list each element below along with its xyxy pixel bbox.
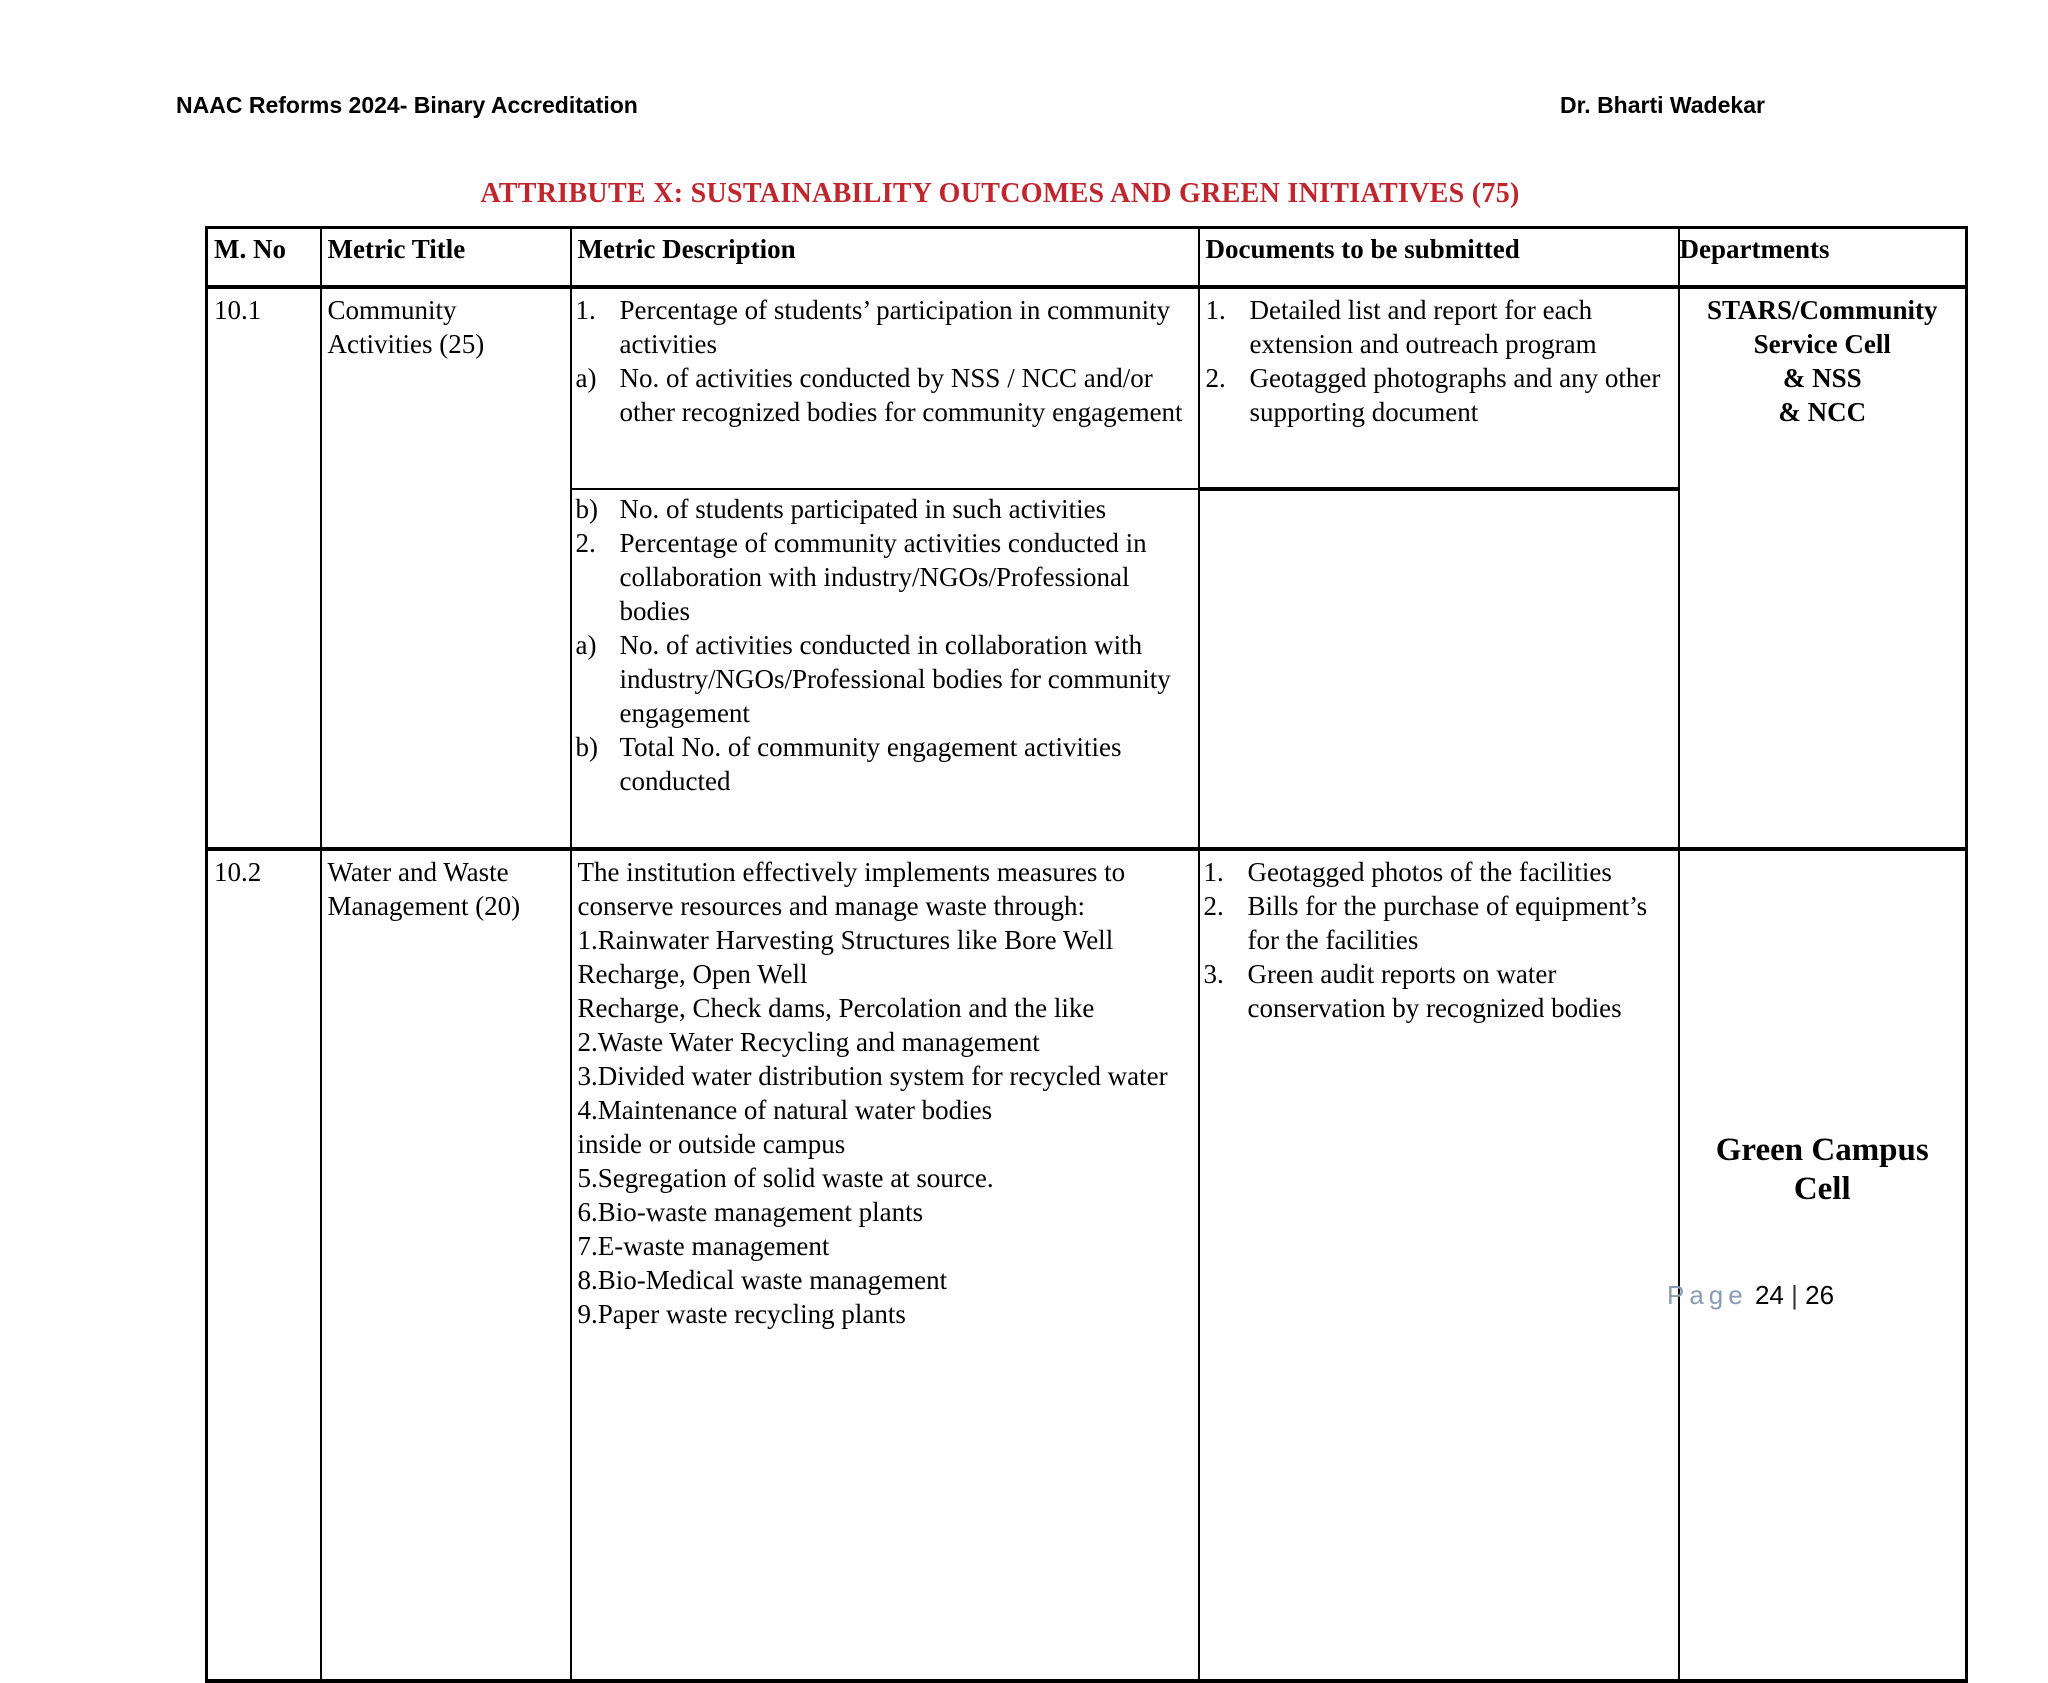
department-cell: Green Campus Cell [1679, 849, 1967, 1681]
description-line: 3.Divided water distribution system for recycled water [577, 1061, 1168, 1091]
header-metric-title: Metric Title [321, 228, 571, 288]
current-page: 24 [1754, 1280, 1784, 1310]
header-documents: Documents to be submitted [1199, 228, 1679, 288]
list-item: b) No. of students participated in such activities [575, 494, 1107, 524]
documents-cell [1199, 849, 1679, 1681]
list-item: 1. Percentage of students’ participation in community activities [575, 295, 1171, 359]
description-line: inside or outside campus [577, 1129, 846, 1159]
header-right: Dr. Bharti Wadekar [1560, 92, 1765, 118]
page-title: ATTRIBUTE X: SUSTAINABILITY OUTCOMES AND GREEN INITIATIVES (75) [480, 178, 1520, 209]
documents-cell-empty [1199, 489, 1679, 849]
description-line: 1.Rainwater Harvesting Structures like Bore Well Recharge, Open Well [577, 925, 1114, 989]
metric-title: Community Activities (25) [321, 287, 571, 849]
description-line: 2.Waste Water Recycling and management [577, 1027, 1040, 1057]
metric-title: Water and Waste Management (20) [321, 849, 571, 1681]
description-line: 9.Paper waste recycling plants [577, 1299, 906, 1329]
description-line: 7.E-waste management [577, 1231, 830, 1261]
list-item: 1. Detailed list and report for each extension and outreach program [1205, 295, 1597, 359]
description-line: 6.Bio-waste management plants [577, 1197, 924, 1227]
table-row [207, 287, 1967, 489]
metric-no: 10.1 [207, 287, 321, 849]
metric-description [571, 287, 1199, 489]
list-item: 2. Geotagged photographs and any other supporting document [1205, 363, 1661, 427]
header-metric-description: Metric Description [571, 228, 1199, 288]
list-item: 3. Green audit reports on water conservation by recognized bodies [1203, 959, 1622, 1023]
header-left: NAAC Reforms 2024- Binary Accreditation [176, 92, 638, 118]
description-line: 8.Bio-Medical waste management [577, 1265, 948, 1295]
list-item: a) No. of activities conducted by NSS / NCC and/or other recognized bodies for community engagement [575, 363, 1183, 427]
list-item: a) No. of activities conducted in collaboration with industry/NGOs/Professional bodies for community engagement [575, 630, 1171, 728]
description-line: 4.Maintenance of natural water bodies [577, 1095, 993, 1125]
description-line: Recharge, Check dams, Percolation and the like [577, 993, 1095, 1023]
header-m-no: M. No [207, 228, 321, 288]
table-row [207, 849, 1967, 1681]
page-separator: | [1791, 1280, 1798, 1310]
department-cell: STARS/Community Service Cell & NSS & NCC [1679, 287, 1967, 849]
page-label: Page [1667, 1280, 1748, 1310]
metrics-table [205, 226, 1968, 1683]
list-item: 2. Bills for the purchase of equipment’s for the facilities [1203, 891, 1648, 955]
list-item: 1. Geotagged photos of the facilities [1203, 857, 1612, 887]
page-number-footer [1667, 1280, 1834, 1311]
metric-description-continued [571, 489, 1199, 849]
list-item: b) Total No. of community engagement activities conducted [575, 732, 1122, 796]
total-pages: 26 [1805, 1280, 1835, 1310]
documents-cell [1199, 287, 1679, 489]
list-item: 2. Percentage of community activities conducted in collaboration with industry/NGOs/Professional bodies [575, 528, 1147, 626]
metric-no: 10.2 [207, 849, 321, 1681]
description-line: The institution effectively implements measures to conserve resources and manage waste through: [577, 857, 1126, 921]
description-line: 5.Segregation of solid waste at source. [577, 1163, 994, 1193]
table-header-row [207, 228, 1967, 288]
header-departments: Departments [1679, 228, 1967, 288]
metric-description [571, 849, 1199, 1681]
